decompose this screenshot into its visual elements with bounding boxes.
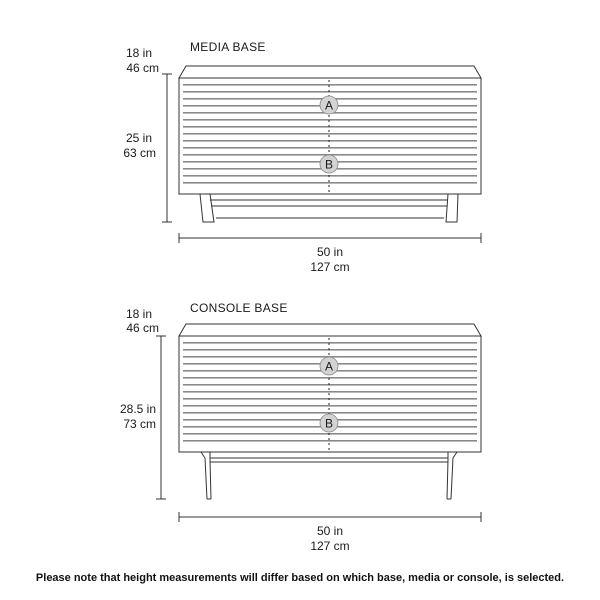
console-depth-cm: 46 cm (126, 321, 159, 335)
media-sled-base (200, 194, 458, 222)
svg-text:B: B (324, 416, 334, 431)
console-height-dimension-line (156, 336, 166, 499)
media-height-dimension-line (162, 74, 172, 222)
svg-text:A: A (324, 359, 334, 374)
media-width-in: 50 in (316, 245, 344, 259)
console-depth-in: 18 in (125, 307, 152, 321)
console-marker-a (320, 357, 338, 375)
console-width-cm: 127 cm (310, 539, 350, 553)
media-width-cm: 127 cm (310, 260, 350, 274)
media-marker-a (320, 96, 338, 114)
media-base-title: MEDIA BASE (190, 40, 266, 54)
console-marker-b (320, 414, 338, 432)
console-cabinet-top (179, 324, 481, 336)
footnote: Please note that height measurements will differ based on which base, media or console, is selected. (35, 572, 565, 584)
media-base-figure (123, 40, 481, 274)
media-height-in: 25 in (125, 131, 152, 145)
media-marker-b (320, 155, 338, 173)
svg-text:A: A (324, 98, 334, 113)
console-base-figure (120, 301, 481, 553)
media-height-cm: 63 cm (123, 146, 156, 160)
media-width-dimension-line (179, 233, 481, 243)
media-depth-cm: 46 cm (126, 61, 159, 75)
console-width-dimension-line (179, 512, 481, 522)
console-height-in: 28.5 in (119, 402, 156, 416)
console-width-in: 50 in (316, 524, 344, 538)
console-height-cm: 73 cm (123, 417, 156, 431)
media-depth-in: 18 in (125, 46, 152, 60)
console-base-title: CONSOLE BASE (190, 301, 288, 315)
media-cabinet-top (179, 66, 481, 78)
console-legs (200, 452, 458, 499)
svg-text:B: B (324, 157, 334, 172)
